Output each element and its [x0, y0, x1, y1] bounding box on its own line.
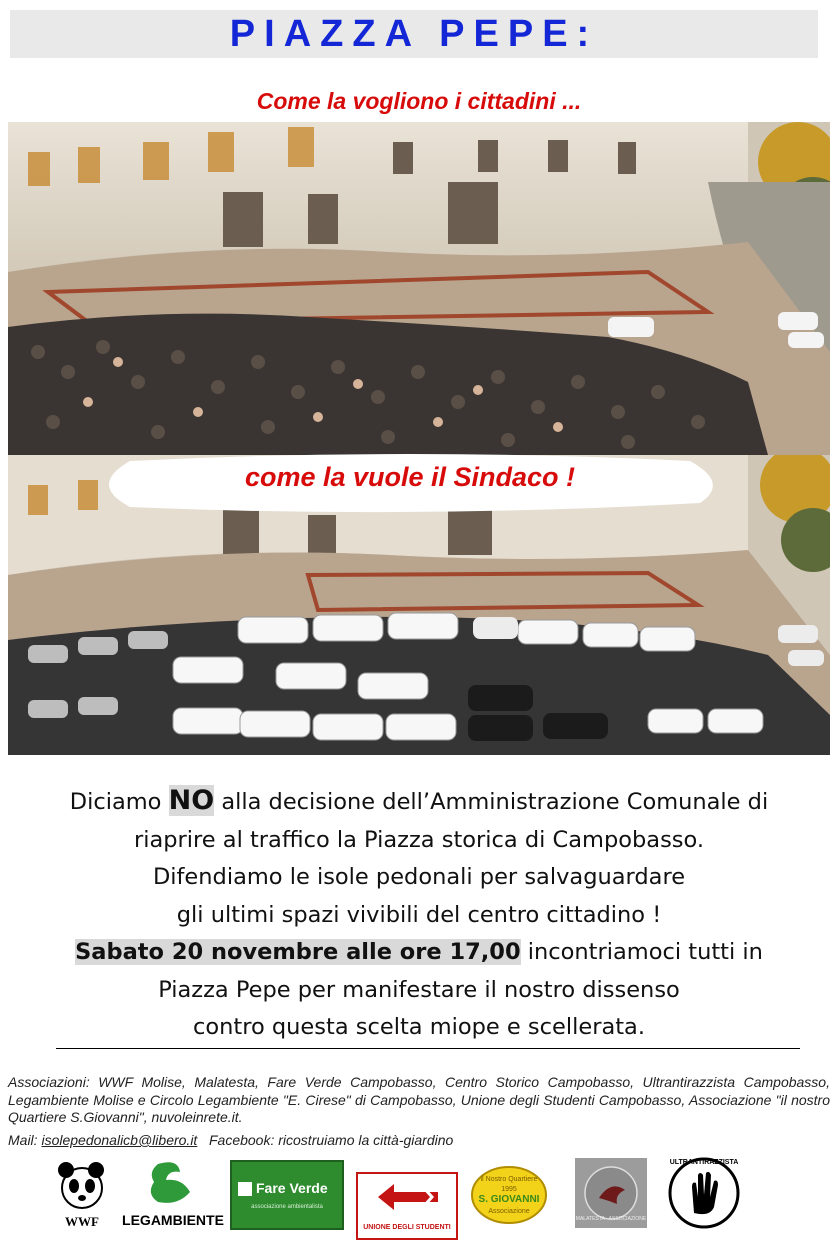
line1-post: alla decisione dell’Amministrazione Comunale di	[214, 789, 769, 815]
caption-mayor: come la vuole il Sindaco !	[244, 462, 576, 492]
photo-crowded-square	[8, 122, 830, 455]
wwf-label: WWF	[65, 1214, 99, 1229]
crowd-photo-illustration	[8, 122, 830, 455]
hand-icon	[668, 1157, 740, 1229]
mail-label: Mail:	[8, 1132, 42, 1148]
message-line-4: gli ultimi spazi vivibili del centro cittadino !	[176, 901, 662, 928]
fare-verde-logo	[230, 1160, 344, 1230]
caption-citizens: Come la vogliono i cittadini ...	[256, 88, 582, 114]
quartiere-bottom-text: Associazione	[488, 1208, 530, 1215]
event-date-highlight: Sabato 20 novembre alle ore 17,00	[75, 939, 521, 965]
legambiente-logo	[118, 1158, 228, 1228]
ultrantirazzista-logo	[668, 1157, 740, 1229]
line5-post: incontriamoci tutti in	[520, 939, 763, 965]
message-line-3: Difendiamo le isole pedonali per salvaguardare	[152, 864, 686, 890]
quartiere-badge	[470, 1165, 548, 1225]
quartiere-name-text: S. GIOVANNI	[478, 1194, 540, 1205]
email-link[interactable]: isolepedonalicb@libero.it	[41, 1132, 198, 1148]
contact-line	[8, 1132, 830, 1148]
no-highlight: NO	[168, 785, 215, 816]
legambiente-label: LEGAMBIENTE	[122, 1212, 224, 1228]
fare-verde-mark-icon	[238, 1182, 252, 1196]
wwf-logo	[56, 1158, 108, 1229]
main-message	[10, 782, 828, 1047]
arrow-icon	[358, 1174, 456, 1220]
quartiere-top-text: il Nostro Quartiere	[480, 1176, 538, 1183]
panda-icon	[56, 1158, 108, 1210]
message-line-7: contro questa scelta miope e scellerata.	[193, 1014, 645, 1040]
message-line-2: riaprire al traffico la Piazza storica di Campobasso.	[133, 826, 705, 853]
message-line-6: Piazza Pepe per manifestare il nostro dissenso	[158, 976, 680, 1003]
message-line-5	[10, 934, 828, 972]
unione-studenti-logo	[356, 1172, 458, 1240]
unione-label: UNIONE DEGLI STUDENTI	[363, 1224, 451, 1231]
line1-pre: Diciamo	[69, 789, 169, 815]
malatesta-label: MALATESTA · ASSOCIAZIONE	[575, 1216, 647, 1222]
message-line-1	[10, 782, 828, 822]
quartiere-year-text: 1995	[501, 1186, 517, 1193]
fare-verde-sub: associazione ambientalista	[251, 1204, 323, 1210]
page-title: PIAZZA PEPE:	[229, 13, 599, 55]
legambiente-swan-icon	[118, 1158, 228, 1208]
malatesta-logo	[575, 1158, 647, 1228]
title-bar	[10, 10, 818, 58]
quartiere-san-giovanni-logo	[470, 1165, 548, 1225]
fare-verde-label: Fare Verde	[256, 1180, 328, 1196]
associations-text: Associazioni: WWF Molise, Malatesta, Fare Verde Campobasso, Centro Storico Campobasso, Ultrantirazzista Campobasso, Legambiente Molise e Circolo Legambiente "E. Cirese" di Campobasso, Unione degli Studenti Campobasso, Associazione "il nostro Quartiere S.Giovanni", nuvoleinrete.it.	[8, 1074, 830, 1125]
divider	[56, 1048, 800, 1049]
ultrantirazzista-label: ULTRANTIRAZZISTA	[669, 1159, 739, 1166]
facebook-text: Facebook: ricostruiamo la città-giardino	[208, 1132, 454, 1148]
